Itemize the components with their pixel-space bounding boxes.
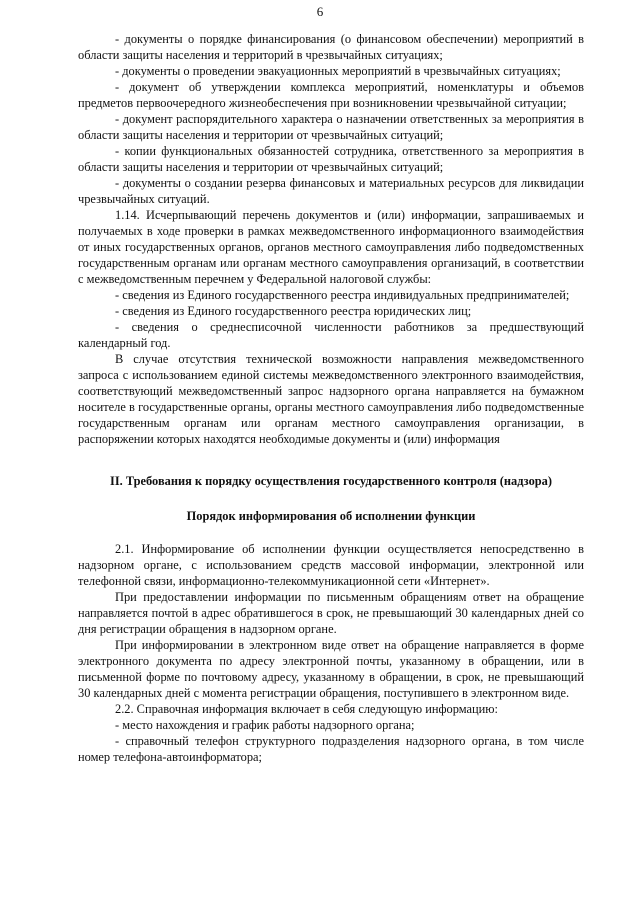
paragraph: - место нахождения и график работы надзорного органа; <box>115 718 415 732</box>
paragraph: - документы о проведении эвакуационных мероприятий в чрезвычайных ситуациях; <box>115 64 561 78</box>
paragraph: - сведения из Единого государственного реестра юридических лиц; <box>115 304 472 318</box>
paragraph: - копии функциональных обязанностей сотрудника, ответственного за мероприятия в области защиты населения и территории от чрезвычайных ситуаций; <box>78 144 584 174</box>
section-title: II. Требования к порядку осуществления государственного контроля (надзора) <box>110 474 552 488</box>
page-number: 6 <box>316 4 324 19</box>
paragraph: В случае отсутствия технической возможности направления межведомственного запроса с использованием единой системы межведомственного электронного взаимодействия, соответствующий межведомственный запрос надзорного органа направляется на бумажном носителе в государственные органы, органы местного самоуправления либо подведомственные государственным органам или органам местного самоуправления организации, в распоряжении которых находятся необходимые документы и (или) информация <box>78 352 584 446</box>
paragraph: При информировании в электронном виде ответ на обращение направляется в форме электронного документа по адресу электронной почты, указанному в обращении, или в письменной форме по почтовому адресу, указанному в обращении, в срок, не превышающий 30 календарных дней с момента регистрации обращения, поступившего в электронном виде. <box>78 638 584 700</box>
subsection-title: Порядок информирования об исполнении функции <box>186 509 476 523</box>
paragraph: - документы о создании резерва финансовых и материальных ресурсов для ликвидации чрезвычайных ситуаций. <box>78 176 584 206</box>
paragraph: - справочный телефон структурного подразделения надзорного органа, в том числе номер телефона-автоинформатора; <box>78 734 584 764</box>
paragraph: 1.14. Исчерпывающий перечень документов и (или) информации, запрашиваемых и получаемых в ходе проверки в рамках межведомственного информационного взаимодействия от иных государственных органов, органов местного самоуправления либо подведомственных государственным органам или органам местного самоуправления организаций, в соответствии с межведомственным перечнем у Федеральной налоговой службы: <box>78 208 584 286</box>
paragraph: При предоставлении информации по письменным обращениям ответ на обращение направляется почтой в адрес обратившегося в срок, не превышающий 30 календарных дней со дня регистрации обращения в надзорном органе. <box>78 590 584 636</box>
paragraph: - документ об утверждении комплекса мероприятий, номенклатуры и объемов предметов первоочередного жизнеобеспечения при возникновении чрезвычайной ситуации; <box>78 80 584 110</box>
paragraph: - сведения о среднесписочной численности работников за предшествующий календарный год. <box>78 320 584 350</box>
paragraph: - документ распорядительного характера о назначении ответственных за мероприятия в области защиты населения и территории от чрезвычайных ситуаций; <box>78 112 584 142</box>
paragraph: - сведения из Единого государственного реестра индивидуальных предпринимателей; <box>115 288 570 302</box>
paragraph: 2.2. Справочная информация включает в себя следующую информацию: <box>115 702 498 716</box>
document-body <box>78 31 584 765</box>
paragraph: 2.1. Информирование об исполнении функции осуществляется непосредственно в надзорном органе, с использованием средств массовой информации, электронной или телефонной связи, информационно-телекоммуникационной сети «Интернет». <box>78 542 584 588</box>
paragraph: - документы о порядке финансирования (о финансовом обеспечении) мероприятий в области защиты населения и территорий в чрезвычайных ситуациях; <box>78 32 584 62</box>
